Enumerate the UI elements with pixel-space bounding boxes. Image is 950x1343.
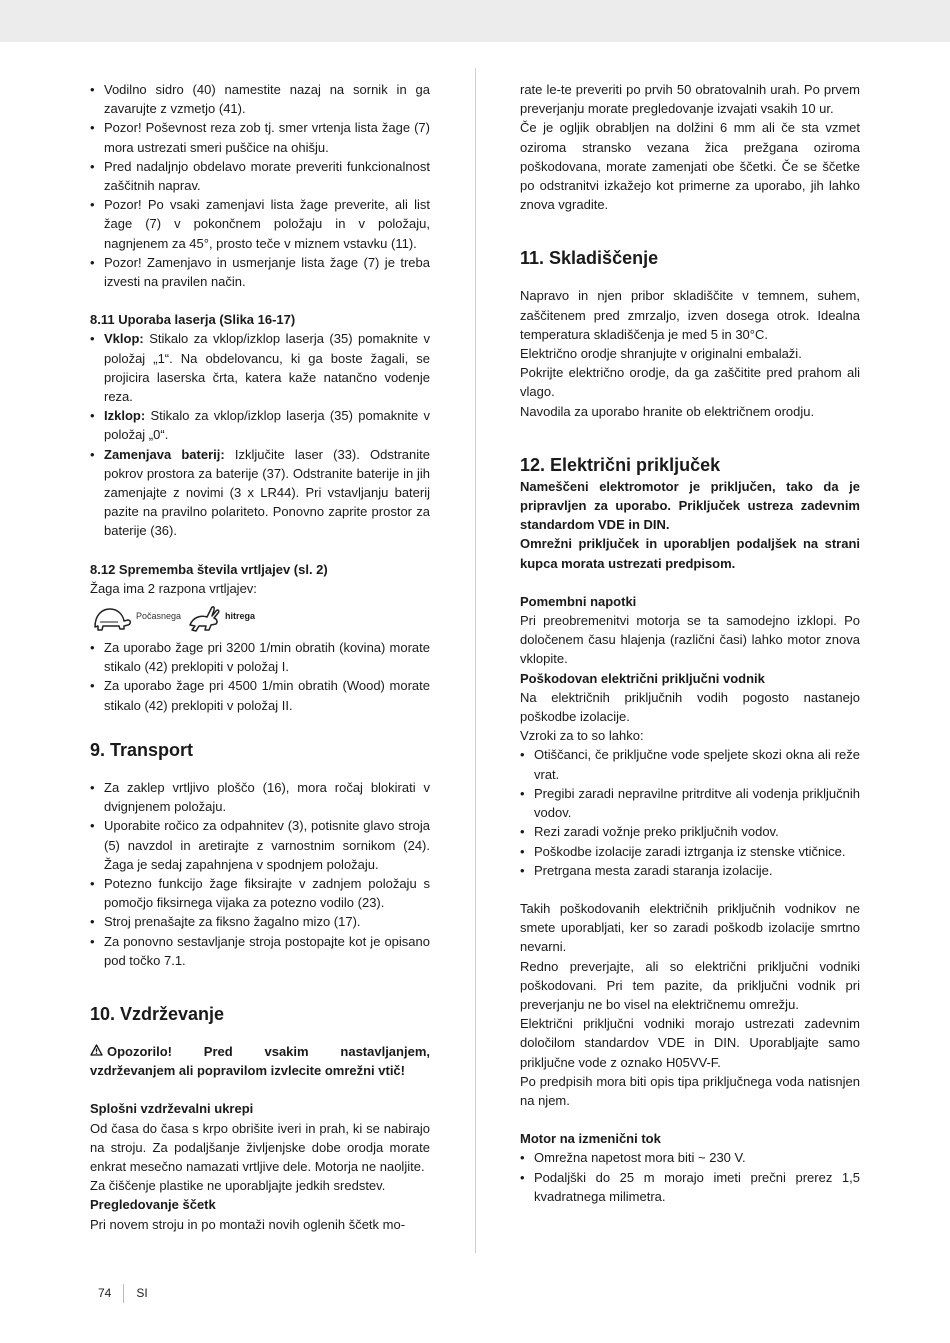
list-item: • Poškodbe izolacije zaradi iztrganja iz stenske vtičnice. [520,842,860,861]
laser-list [90,329,430,540]
paragraph: Pri preobremenitvi motorja se ta samodejno izklopi. Po določenem času hlajenja (različni časi) lahko motor znova vklopite. [520,613,860,667]
intro-list [90,80,430,291]
warning-icon [90,1042,103,1061]
list-item: • Za uporabo žage pri 3200 1/min obratih (kovina) morate stikalo (42) preklopiti v položaj I. [90,638,430,676]
list-item: • Podaljški do 25 m morajo imeti prečni prerez 1,5 kvadratnega milimetra. [520,1168,860,1206]
list-item: • Pred nadaljnjo obdelavo morate preveriti funkcionalnost zaščitnih naprav. [90,157,430,195]
list-item: • Zamenjava baterij: Izključite laser (33). Odstranite pokrov prostora za baterije (37). Odstranite baterije in jih zamenjajte z novimi (3 x LR44). Pri vstavljanju baterij pazite na pravilno polariteto. Ponovno zaprite prostor za baterije (36). [90,445,430,541]
bold-paragraph: Nameščeni elektromotor je priključen, tako da je pripravljen za uporabo. Priključek ustreza zadevnim standardom VDE in DIN. [520,478,860,533]
section-heading-electrical: 12. Električni priključek [520,454,721,475]
paragraph: Navodila za uporabo hranite ob električnem orodju. [520,403,815,419]
paragraph: Električno orodje shranjujte v originalni embalaži. [520,346,802,362]
paragraph: Za čiščenje plastike ne uporabljajte jedkih sredstev. [90,1178,386,1194]
bold-paragraph: Omrežni priključek in uporabljen podaljšek na strani kupca morata ustrezati predpisom. [520,536,860,571]
damaged-cable-heading: Poškodovan električni priključni vodnik [520,670,765,686]
list-item: • Omrežna napetost mora biti ~ 230 V. [520,1148,860,1167]
list-item: • Pozor! Poševnost reza zob tj. smer vrtenja lista žage (7) mora ustrezati smeri puščice na ohišju. [90,118,430,156]
transport-list [90,778,430,970]
list-item: • Pozor! Zamenjavo in usmerjanje lista žage (7) je treba izvesti na pravilen način. [90,253,430,291]
list-item: • Za ponovno sestavljanje stroja postopajte kot je opisano pod točko 7.1. [90,932,430,970]
left-column [90,80,430,1234]
paragraph: Takih poškodovanih električnih priključnih vodnikov ne smete uporabljati, ker so zaradi poškodb izolacije smrtno nevarni. [520,900,860,955]
section-heading-8-11: 8.11 Uporaba laserja (Slika 16-17) [90,312,296,328]
page-number: 74 [98,1284,124,1303]
paragraph: Po predpisih mora biti opis tipa priključnega voda natisnjen na njem. [520,1073,860,1108]
paragraph: rate le-te preveriti po prvih 50 obratovalnih urah. Po prvem preverjanju morate pregledovanje izvajati vsakih 10 ur. [520,82,860,117]
speed-icons [90,600,430,638]
paragraph: Na električnih priključnih vodih pogosto nastanejo poškodbe izolacije. [520,689,860,725]
general-maintenance-heading: Splošni vzdrževalni ukrepi [90,1101,254,1117]
slow-label: Počasnega [136,611,182,622]
paragraph: Vzroki za to so lahko: [520,728,644,744]
page-footer [98,1284,148,1303]
column-divider [475,68,476,1253]
list-item: • Izklop: Stikalo za vklop/izklop laserja (35) pomaknite v položaj „0“. [90,406,430,444]
brushes-heading: Pregledovanje ščetk [90,1197,216,1213]
list-item: • Pretrgana mesta zaradi staranja izolacije. [520,861,860,880]
section-heading-8-12: 8.12 Sprememba števila vrtljajev (sl. 2) [90,561,328,577]
paragraph: Redno preverjajte, ali so električni priključni vodniki poškodovani. Pri tem pazite, da priključni vodnik pri preverjanju ne bo visel na električnemu omrežju. [520,958,860,1012]
section-heading-transport: 9. Transport [90,739,194,760]
list-item: • Za uporabo žage pri 4500 1/min obratih (Wood) morate stikalo (42) preklopiti v položaj II. [90,676,430,714]
rabbit-icon [187,603,221,635]
paragraph: Od časa do časa s krpo obrišite iveri in prah, ki se nabirajo na stroju. Za podaljšanje življenjske dobe orodja morate enkrat mesečno namazati vrtljive dele. Motorja ne naoljite. [90,1120,430,1174]
section-heading-storage: 11. Skladiščenje [520,248,659,269]
paragraph: Če je ogljik obrabljen na dolžini 6 mm ali če sta vzmet oziroma stransko vezana žica prežgana oziroma poškodovana, morate zamenjati obe ščetki. Če se ščetke po odstranitvi izkažejo kot primerne za uporabo, jih lahko znova vgradite. [520,120,860,213]
ac-motor-list [520,1148,860,1206]
causes-list [520,745,860,879]
list-item: • Otiščanci, če priključne vode speljete skozi okna ali reže vrat. [520,745,860,783]
ac-motor-heading: Motor na izmenični tok [520,1131,661,1147]
list-item: • Potezno funkcijo žage fiksirajte v zadnjem položaju s pomočjo fiksirnega vijaka za potezno vodilo (23). [90,874,430,912]
turtle-icon [90,603,132,635]
list-item: • Vklop: Stikalo za vklop/izklop laserja (35) pomaknite v položaj „1“. Na obdelovancu, ki ga boste žagali, se projicira laserska črta, katera kaže natančno vodenje reza. [90,329,430,406]
warning-text: Opozorilo! Pred vsakim nastavljanjem, vzdrževanjem ali popravilom izvlecite omrežni vtič! [90,1043,430,1079]
language-code: SI [136,1286,148,1300]
paragraph: Pokrijte električno orodje, da ga zaščitite pred prahom ali vlago. [520,365,860,400]
list-item: • Za zaklep vrtljivo ploščo (16), mora ročaj blokirati v dvignjenem položaju. [90,778,430,816]
fast-label: hitrega [225,611,256,622]
list-item: • Uporabite ročico za odpahnitev (3), potisnite glavo stroja (5) navzdol in aretirajte z varnostnim sornikom (24). Žaga je sedaj zapahnjena v spodnjem položaju. [90,816,430,874]
section-heading-maintenance: 10. Vzdrževanje [90,1003,225,1024]
list-item: • Rezi zaradi vožnje preko priključnih vodov. [520,822,860,841]
top-bar [0,0,950,42]
list-item: • Pozor! Po vsaki zamenjavi lista žage preverite, ali list žage (7) v pokončnem položaju in v položaju, nagnjenem za 45°, prosto teče v miznem vstavku (11). [90,195,430,253]
notes-heading: Pomembni napotki [520,593,637,609]
list-item: • Stroj prenašajte za fiksno žagalno mizo (17). [90,912,430,931]
paragraph: Napravo in njen pribor skladiščite v temnem, suhem, zaščitenem pred zmrzaljo, izven dosega otrok. Idealna temperatura skladiščenja je med 5 in 30°C. [520,288,860,342]
paragraph: Pri novem stroju in po montaži novih oglenih ščetk mo- [90,1216,406,1232]
speed-intro: Žaga ima 2 razpona vrtljajev: [90,580,257,596]
list-item: • Pregibi zaradi nepravilne pritrditve ali vodenja priključnih vodov. [520,784,860,822]
paragraph: Električni priključni vodniki morajo ustrezati zadevnim določilom standardov VDE in DIN. Uporabljajte samo priključne vode z oznako H05VV-F. [520,1016,860,1070]
speed-list [90,638,430,715]
list-item: • Vodilno sidro (40) namestite nazaj na sornik in ga zavarujte z vzmetjo (41). [90,80,430,118]
right-column [520,80,860,1206]
